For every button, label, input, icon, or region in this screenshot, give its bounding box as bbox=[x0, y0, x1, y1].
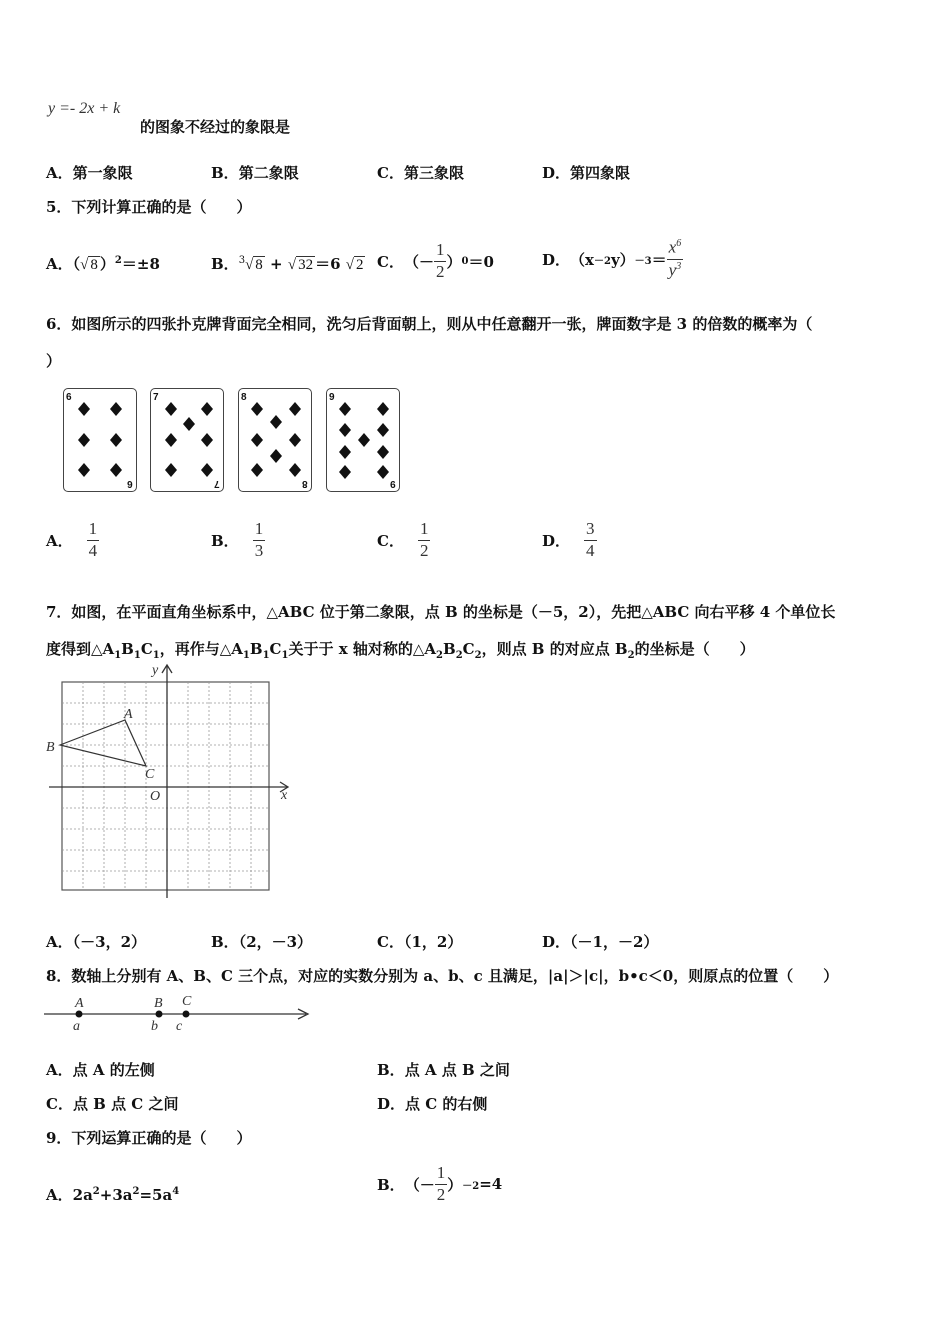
q6-option-d: D． $\frac{3}{4}$ bbox=[542, 518, 595, 560]
point-a-label: A bbox=[75, 996, 84, 1011]
value-c-label: c bbox=[176, 1019, 183, 1034]
q9-stem: 9．下列运算正确的是（ ） bbox=[46, 1129, 252, 1147]
q5-option-d: D． （x －2 y） －3 ＝ $\frac{x^6}{y^3}$ bbox=[542, 237, 682, 280]
point-c-label: C bbox=[182, 994, 192, 1009]
q8-option-a: A．点 A 的左侧 bbox=[46, 1061, 155, 1079]
q6-option-c: C． $\frac{1}{2}$ bbox=[377, 518, 429, 560]
q6-stem-line1: 6．如图所示的四张扑克牌背面完全相同，洗匀后背面朝上，则从中任意翻开一张，牌面数字是 3 的倍数的概率为（ bbox=[46, 315, 813, 333]
value-b-label: b bbox=[151, 1019, 158, 1034]
q4-option-b: B．第二象限 bbox=[211, 164, 299, 182]
q7-stem-line2: 度得到$\triangle A_1B_1C_1$，再作与$\triangle A_1B_1C_1$关于于 x 轴对称的$\triangle A_2B_2C_2$，则点 B 的对应点 $B_2$的坐标是（ ） bbox=[46, 640, 755, 661]
q6-option-a: A． $\frac{1}{4}$ bbox=[46, 518, 98, 560]
q7-coordinate-graph bbox=[44, 662, 294, 900]
diamond-pips-icon bbox=[327, 389, 399, 491]
q7-option-d: D．（－1，－2） bbox=[542, 933, 659, 951]
q7-option-a: A．（－3，2） bbox=[46, 933, 147, 951]
q8-number-line bbox=[44, 992, 314, 1036]
playing-card-6: 6 6 bbox=[63, 388, 137, 492]
q4-option-a: A．第一象限 bbox=[46, 164, 133, 182]
q5-option-c: C． （－ $\frac{1}{2}$ ） 0 ＝0 bbox=[377, 239, 494, 281]
playing-card-7: 7 7 bbox=[150, 388, 224, 492]
q4-option-c: C．第三象限 bbox=[377, 164, 464, 182]
q5-option-a: A．（√ 8 ）$^2$＝±8 bbox=[46, 255, 160, 273]
playing-card-9: 9 9 bbox=[326, 388, 400, 492]
q7-option-c: C．（1，2） bbox=[377, 933, 463, 951]
q4-stem: 的图象不经过的象限是 bbox=[140, 118, 291, 136]
origin-label: O bbox=[150, 789, 161, 804]
x-axis-label: x bbox=[281, 788, 288, 803]
q7-option-b: B．（2，－3） bbox=[211, 933, 313, 951]
q4-option-d: D．第四象限 bbox=[542, 164, 631, 182]
q8-stem: 8．数轴上分别有 A、B、C 三个点，对应的实数分别为 a、b、c 且满足，|a|＞|c|，b•c＜0，则原点的位置（ ） bbox=[46, 967, 839, 985]
value-a-label: a bbox=[73, 1019, 80, 1034]
point-c-label: C bbox=[145, 767, 155, 782]
y-axis-label: y bbox=[152, 663, 159, 678]
point-a-label: A bbox=[124, 707, 133, 722]
q9-option-a: A．$2a^2+3a^2=5a^4$ bbox=[46, 1186, 180, 1204]
playing-card-8: 8 8 bbox=[238, 388, 312, 492]
diamond-pips-icon bbox=[64, 389, 136, 491]
q6-stem-line2: ） bbox=[46, 352, 62, 370]
q8-option-c: C．点 B 点 C 之间 bbox=[46, 1095, 179, 1113]
point-b-label: B bbox=[46, 740, 55, 755]
q5-stem: 5．下列计算正确的是（ ） bbox=[46, 198, 252, 216]
q5-option-b: B．$^3$√ 8 + √ 32 ＝6 √ 2 bbox=[211, 255, 364, 273]
q4-formula: y =- 2x + k bbox=[48, 100, 121, 117]
q9-option-b: B． （－ $\frac{1}{2}$ ） －2 =4 bbox=[377, 1162, 503, 1204]
diamond-pips-icon bbox=[151, 389, 223, 491]
q8-option-d: D．点 C 的右侧 bbox=[377, 1095, 488, 1113]
q6-option-b: B． $\frac{1}{3}$ bbox=[211, 518, 264, 560]
point-b-label: B bbox=[154, 996, 163, 1011]
diamond-pips-icon bbox=[239, 389, 311, 491]
q7-stem-line1: 7．如图，在平面直角坐标系中，△ABC 位于第二象限，点 B 的坐标是（－5，2），先把△ABC 向右平移 4 个单位长 bbox=[46, 603, 836, 621]
q8-option-b: B．点 A 点 B 之间 bbox=[377, 1061, 510, 1079]
